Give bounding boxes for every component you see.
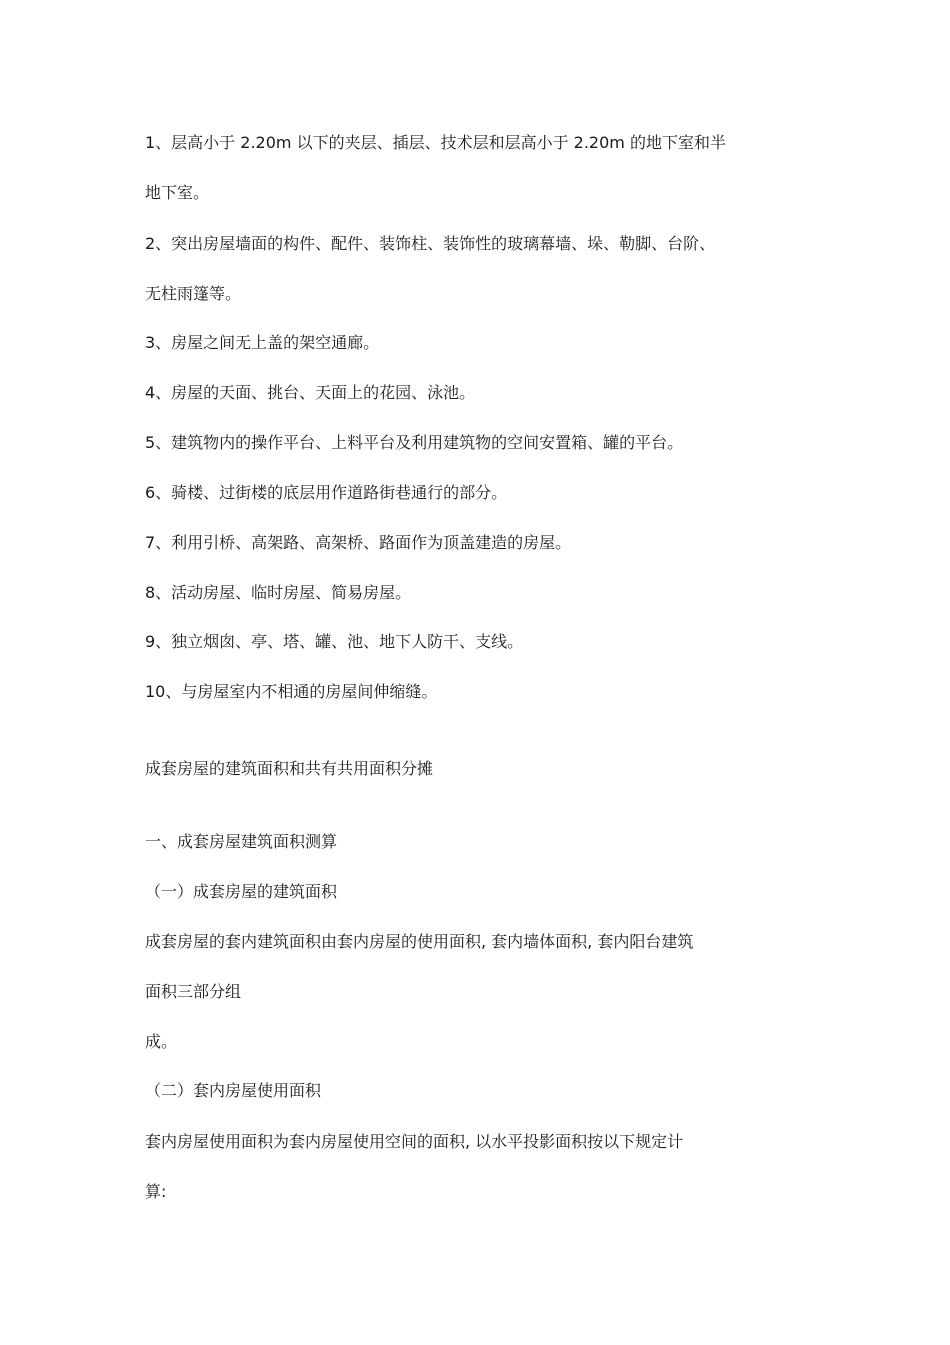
list-item-1-continued: 地下室。 [145,183,210,202]
list-item-5: 5、建筑物内的操作平台、上料平台及利用建筑物的空间安置箱、罐的平台。 [145,433,684,452]
list-item-10: 10、与房屋室内不相通的房屋间伸缩缝。 [145,682,438,701]
paragraph-line: 面积三部分组 [145,982,242,1001]
subsection-item-heading-2: （二）套内房屋使用面积 [145,1081,322,1100]
section-heading: 成套房屋的建筑面积和共有共用面积分摊 [145,759,434,778]
paragraph-line: 算: [145,1182,167,1201]
list-item-8: 8、活动房屋、临时房屋、简易房屋。 [145,583,412,602]
list-item-3: 3、房屋之间无上盖的架空通廊。 [145,333,380,352]
list-item-6: 6、骑楼、过街楼的底层用作道路街巷通行的部分。 [145,483,508,502]
list-item-4: 4、房屋的天面、挑台、天面上的花园、泳池。 [145,383,476,402]
paragraph-line: 套内房屋使用面积为套内房屋使用空间的面积, 以水平投影面积按以下规定计 [145,1132,684,1151]
subsection-heading: 一、成套房屋建筑面积测算 [145,832,338,851]
list-item-2: 2、突出房屋墙面的构件、配件、装饰柱、装饰性的玻璃幕墙、垛、勒脚、台阶、 [145,234,716,253]
list-item-9: 9、独立烟囱、亭、塔、罐、池、地下人防干、支线。 [145,632,524,651]
list-item-1: 1、层高小于 2.20m 以下的夹层、插层、技术层和层高小于 2.20m 的地下室和半 [145,133,726,152]
paragraph-line: 成。 [145,1032,178,1051]
subsection-item-heading-1: （一）成套房屋的建筑面积 [145,882,338,901]
paragraph-line: 成套房屋的套内建筑面积由套内房屋的使用面积, 套内墙体面积, 套内阳台建筑 [145,932,694,951]
list-item-7: 7、利用引桥、高架路、高架桥、路面作为顶盖建造的房屋。 [145,533,572,552]
list-item-2-continued: 无柱雨篷等。 [145,284,242,303]
